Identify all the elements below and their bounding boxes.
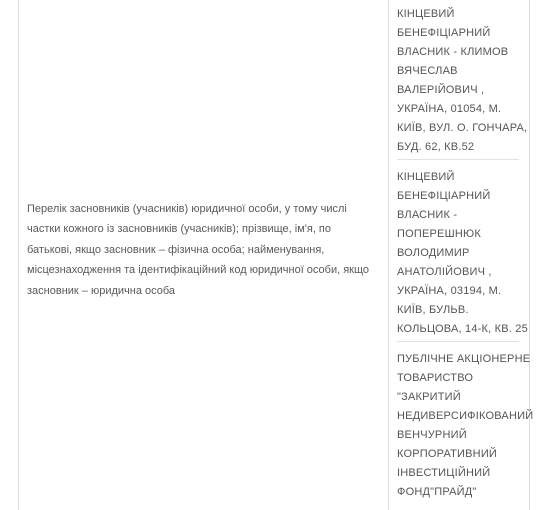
field-label-cell xyxy=(19,0,389,510)
founder-entry-line: ВЯЧЕСЛАВ xyxy=(397,65,458,77)
founder-entry-line: ІНВЕСТИЦІЙНИЙ xyxy=(397,467,491,479)
founder-entry-line: КІНЦЕВИЙ xyxy=(397,171,455,183)
field-value-cell xyxy=(389,0,534,510)
founder-entry xyxy=(397,168,528,342)
founder-entry xyxy=(397,350,534,502)
founder-entry-line: УКРАЇНА, 01054, М. xyxy=(397,103,502,115)
founder-entry-line: КИЇВ, ВУЛ. О. ГОНЧАРА, xyxy=(397,122,528,134)
founder-entry-line: КИЇВ, БУЛЬВ. xyxy=(397,304,469,316)
founder-entry-line: ТОВАРИСТВО xyxy=(397,372,474,384)
field-label: Перелік засновників (учасників) юридичної особи, у тому числі частки кожного із засновників (учасників); прізвище, ім'я, по батькові, якщо засновник – фізична особа; найменування, місцезнаходження та ідентифікаційний код юридичної особи, якщо засновник – юридична особа xyxy=(27,202,370,297)
founder-entry-line: НЕДИВЕРСИФІКОВАНИЙ xyxy=(397,410,534,422)
founder-entry-line: КОЛЬЦОВА, 14-К, КВ. 25 xyxy=(397,323,528,335)
founder-entry-line: АНАТОЛІЙОВИЧ , xyxy=(397,266,492,278)
founder-entry xyxy=(397,5,528,160)
founder-entry-line: БУД. 62, КВ.52 xyxy=(397,141,475,153)
founder-entry-line: ПУБЛІЧНЕ АКЦІОНЕРНЕ xyxy=(397,353,531,365)
founder-entry-line: ВЛАСНИК - xyxy=(397,209,458,221)
founder-entry-line: ВЕНЧУРНИЙ xyxy=(397,429,467,441)
founder-entry-line: БЕНЕФІЦІАРНИЙ xyxy=(397,190,491,202)
founder-entry-line: УКРАЇНА, 03194, М. xyxy=(397,285,502,297)
founder-entry-line: ВАЛЕРІЙОВИЧ , xyxy=(397,84,485,96)
founder-entry-line: "ЗАКРИТИЙ xyxy=(397,391,461,403)
founder-entry-line: КІНЦЕВИЙ xyxy=(397,8,455,20)
founder-entry-line: ВОЛОДИМИР xyxy=(397,247,470,259)
founder-entry-line: ФОНД"ПРАЙД" xyxy=(397,486,477,498)
founder-entry-line: ВЛАСНИК - КЛИМОВ xyxy=(397,46,509,58)
founder-entry-line: БЕНЕФІЦІАРНИЙ xyxy=(397,27,491,39)
founder-entry-line: ПОПЕРЕШНЮК xyxy=(397,228,481,240)
founders-table-row xyxy=(18,0,534,510)
founder-entry-line: КОРПОРАТИВНИЙ xyxy=(397,448,498,460)
